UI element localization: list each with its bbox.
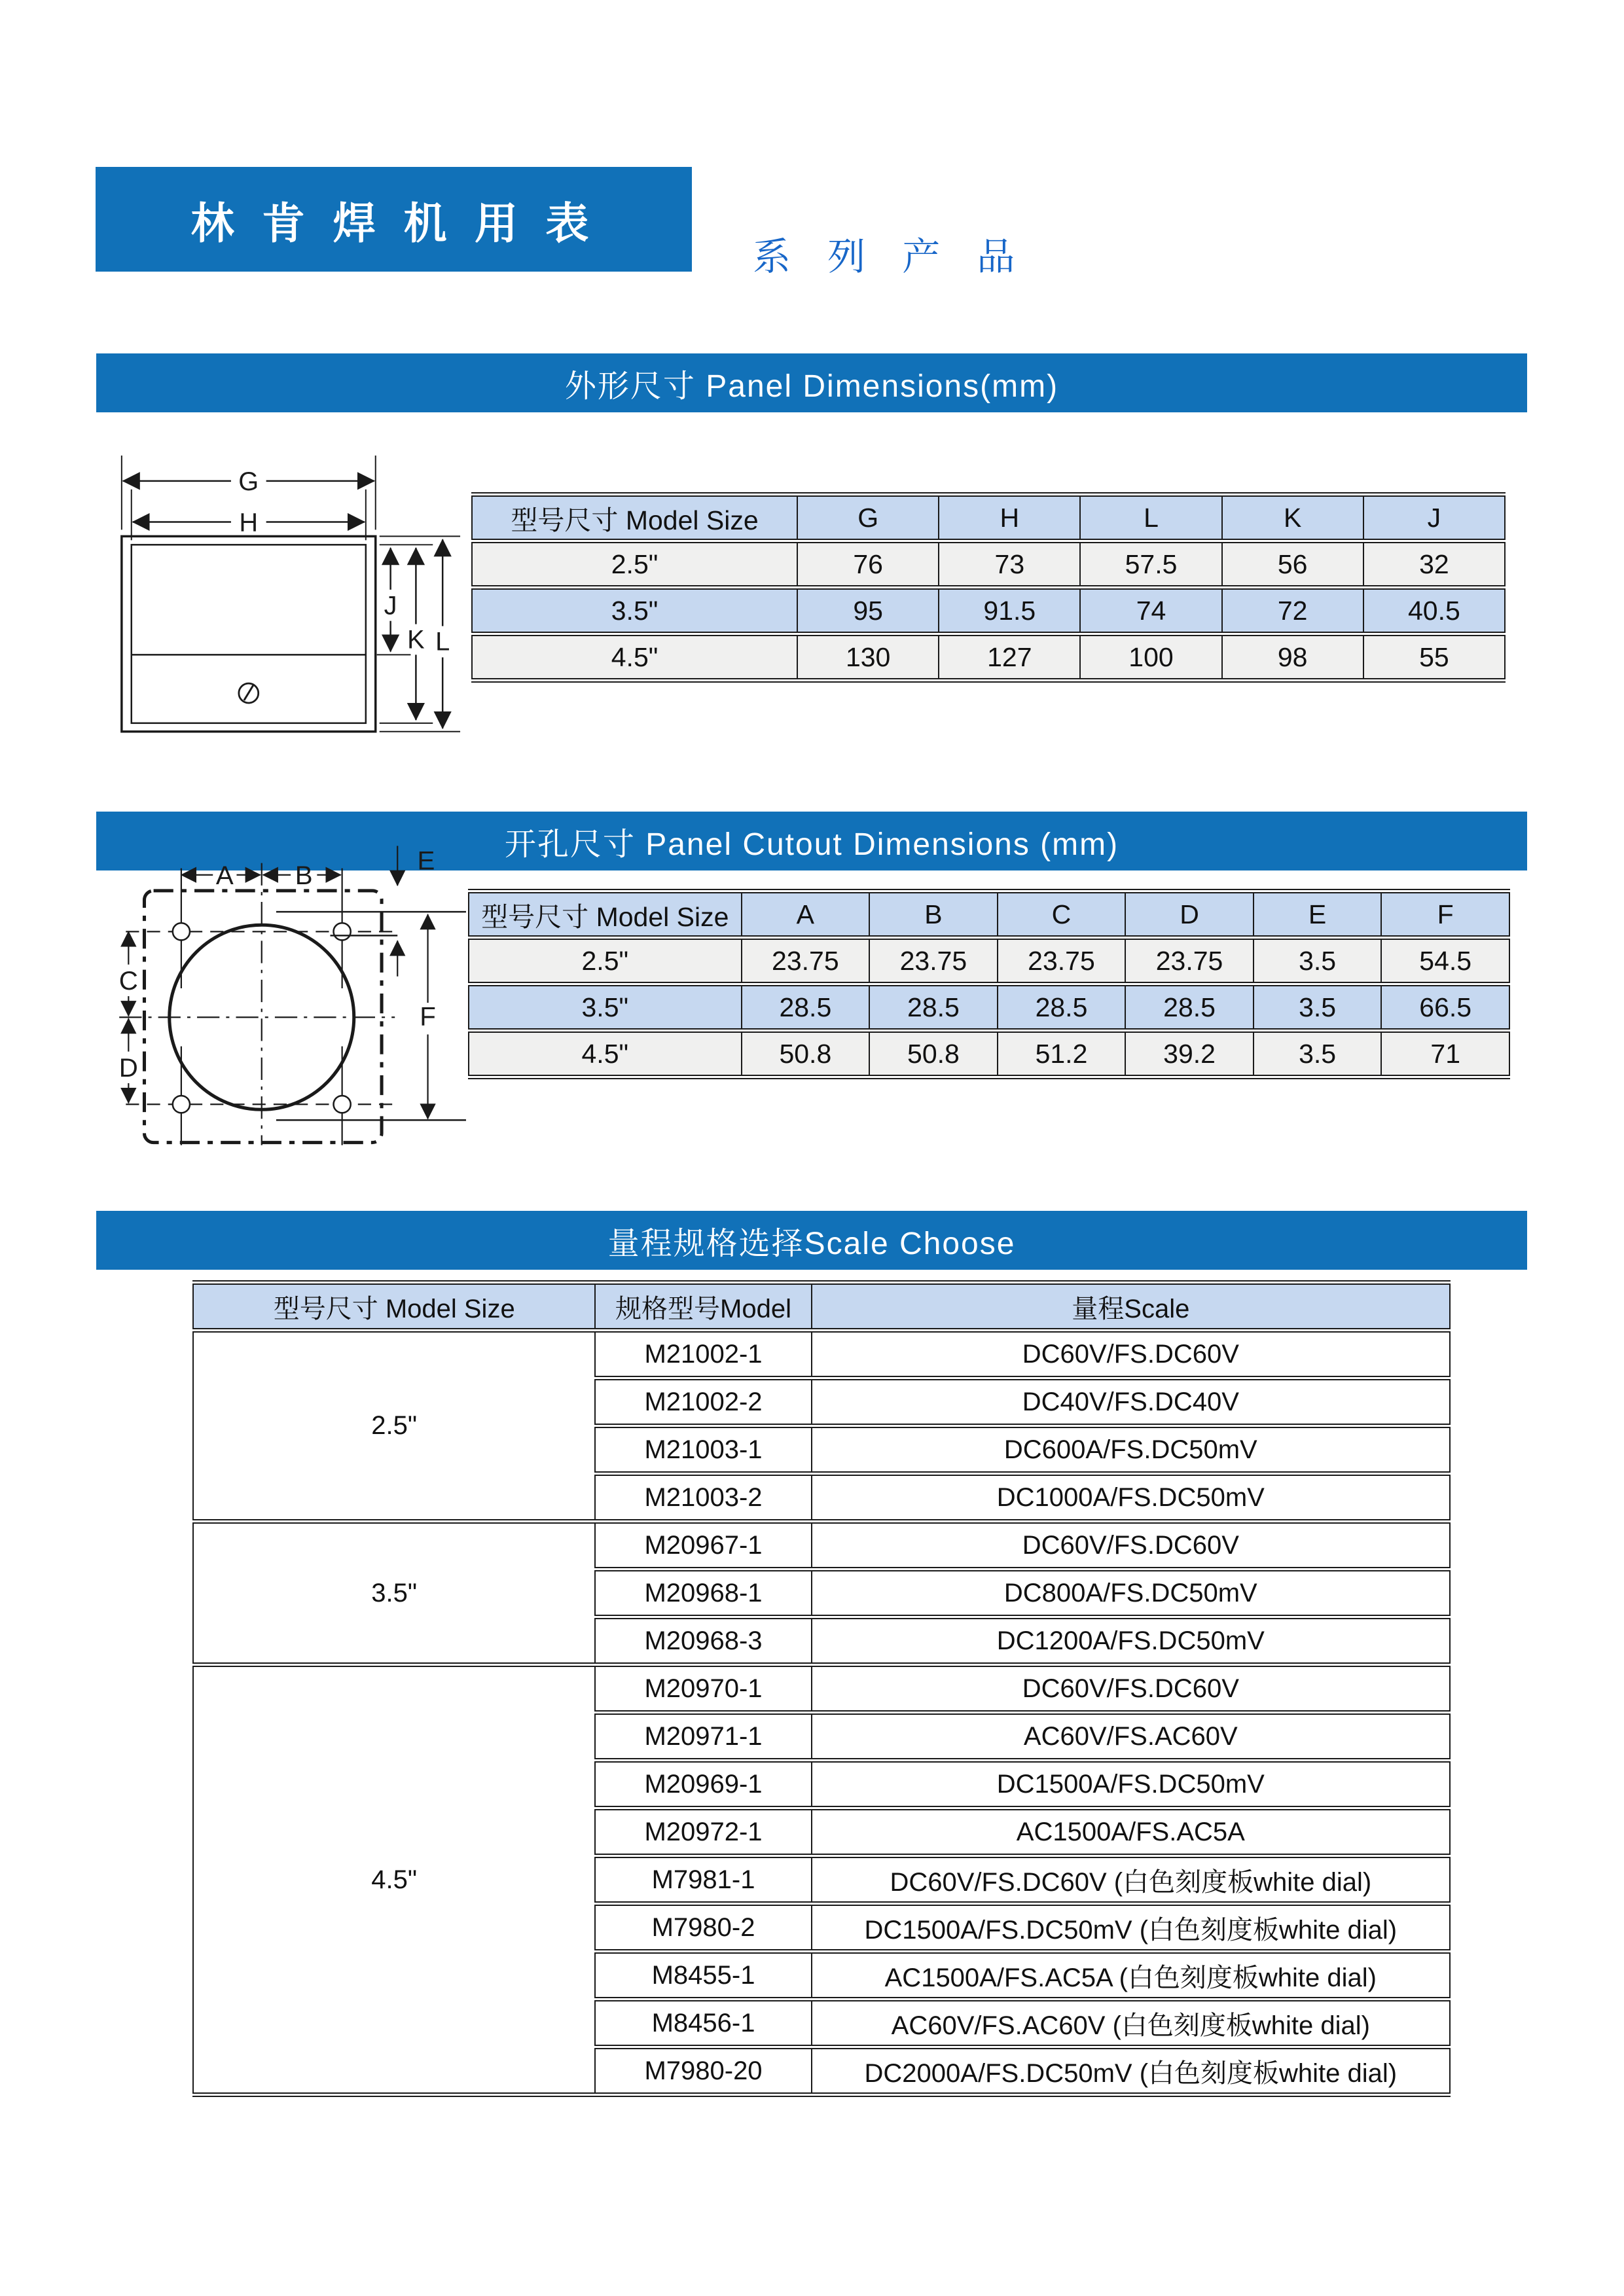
column-header: B <box>869 891 998 938</box>
model-number-cell: M8455-1 <box>595 1952 811 2000</box>
table-row <box>469 1031 1509 1077</box>
dimension-value-cell: 57.5 <box>1080 541 1221 588</box>
header-row <box>193 1283 1450 1331</box>
scale-range-cell: DC2000A/FS.DC50mV (白色刻度板white dial) <box>812 2047 1450 2095</box>
dim-label-K: K <box>407 625 425 655</box>
model-size-cell: 2.5" <box>472 541 797 588</box>
section-banner-panel-dimensions: 外形尺寸 Panel Dimensions(mm) <box>96 353 1527 412</box>
column-header: L <box>1080 495 1221 541</box>
dim-label-C: C <box>118 965 138 996</box>
header-row <box>469 891 1509 938</box>
dimension-value-cell: 100 <box>1080 634 1221 681</box>
dimension-table <box>471 492 1506 683</box>
model-size-cell: 4.5" <box>469 1031 742 1077</box>
dimension-value-cell: 32 <box>1363 541 1505 588</box>
dimension-value-cell: 54.5 <box>1381 938 1509 984</box>
scale-table <box>192 1280 1451 2097</box>
dimension-value-cell: 40.5 <box>1363 588 1505 634</box>
model-number-cell: M8456-1 <box>595 2000 811 2047</box>
mount-hole-icon <box>173 1096 190 1113</box>
series-subtitle: 系 列 产 品 <box>753 236 1028 278</box>
scale-range-cell: AC60V/FS.AC60V <box>812 1713 1450 1761</box>
dimension-value-cell: 23.75 <box>869 938 998 984</box>
dimension-value-cell: 28.5 <box>869 984 998 1031</box>
scale-range-cell: DC1500A/FS.DC50mV <box>812 1761 1450 1808</box>
table-row <box>469 984 1509 1031</box>
mount-hole-icon <box>334 923 351 940</box>
dimension-value-cell: 95 <box>797 588 939 634</box>
dimension-value-cell: 50.8 <box>869 1031 998 1077</box>
dimension-value-cell: 23.75 <box>742 938 870 984</box>
section-banner-scale-choose: 量程规格选择Scale Choose <box>96 1211 1527 1270</box>
dim-label-D: D <box>118 1052 138 1083</box>
model-size-cell: 4.5" <box>472 634 797 681</box>
table-row <box>472 634 1505 681</box>
dim-label-L: L <box>435 627 450 656</box>
dimension-value-cell: 39.2 <box>1125 1031 1254 1077</box>
scale-range-cell: DC600A/FS.DC50mV <box>812 1426 1450 1474</box>
column-header: 量程Scale <box>812 1283 1450 1331</box>
scale-range-cell: AC60V/FS.AC60V (白色刻度板white dial) <box>812 2000 1450 2047</box>
scale-range-cell: DC1000A/FS.DC50mV <box>812 1474 1450 1522</box>
column-header: A <box>742 891 870 938</box>
dim-label-G: G <box>238 467 259 496</box>
dimension-value-cell: 3.5 <box>1254 938 1382 984</box>
dimension-value-cell: 74 <box>1080 588 1221 634</box>
scale-choose-table <box>192 1280 1451 2097</box>
page-title: 林 肯 焊 机 用 表 <box>190 198 597 247</box>
model-size-cell: 4.5" <box>193 1665 595 2095</box>
panel-dimensions-diagram <box>103 425 465 738</box>
dimension-value-cell: 71 <box>1381 1031 1509 1077</box>
dimension-value-cell: 73 <box>939 541 1080 588</box>
dimension-value-cell: 56 <box>1222 541 1363 588</box>
dim-label-B: B <box>295 860 313 890</box>
dimension-value-cell: 28.5 <box>998 984 1126 1031</box>
column-header: E <box>1254 891 1382 938</box>
section-banner-cutout-dimensions: 开孔尺寸 Panel Cutout Dimensions (mm) <box>96 812 1527 870</box>
dim-label-J: J <box>384 591 397 620</box>
dimension-value-cell: 3.5 <box>1254 1031 1382 1077</box>
meter-inner-frame <box>132 545 366 723</box>
mount-hole-icon <box>334 1096 351 1113</box>
dim-label-H: H <box>239 508 259 537</box>
scale-range-cell: DC1500A/FS.DC50mV (白色刻度板white dial) <box>812 1904 1450 1952</box>
model-number-cell: M20969-1 <box>595 1761 811 1808</box>
model-number-cell: M20970-1 <box>595 1665 811 1713</box>
scale-range-cell: DC60V/FS.DC60V (白色刻度板white dial) <box>812 1856 1450 1904</box>
column-header: 型号尺寸 Model Size <box>472 495 797 541</box>
header-row <box>472 495 1505 541</box>
column-header: D <box>1125 891 1254 938</box>
scale-range-cell: DC60V/FS.DC60V <box>812 1331 1450 1378</box>
scale-range-cell: DC60V/FS.DC60V <box>812 1522 1450 1570</box>
model-number-cell: M20972-1 <box>595 1808 811 1856</box>
dimension-value-cell: 50.8 <box>742 1031 870 1077</box>
dimension-value-cell: 76 <box>797 541 939 588</box>
model-number-cell: M21002-1 <box>595 1331 811 1378</box>
dimension-value-cell: 55 <box>1363 634 1505 681</box>
model-number-cell: M20967-1 <box>595 1522 811 1570</box>
dimension-value-cell: 3.5 <box>1254 984 1382 1031</box>
dimension-value-cell: 91.5 <box>939 588 1080 634</box>
model-size-cell: 3.5" <box>469 984 742 1031</box>
model-number-cell: M7980-2 <box>595 1904 811 1952</box>
panel-dimensions-table <box>471 492 1506 683</box>
model-number-cell: M7981-1 <box>595 1856 811 1904</box>
dim-label-A: A <box>215 860 234 890</box>
dimension-table <box>468 889 1510 1079</box>
model-number-cell: M20971-1 <box>595 1713 811 1761</box>
scale-range-cell: AC1500A/FS.AC5A <box>812 1808 1450 1856</box>
dimension-value-cell: 51.2 <box>998 1031 1126 1077</box>
column-header: 型号尺寸 Model Size <box>469 891 742 938</box>
model-number-cell: M7980-20 <box>595 2047 811 2095</box>
column-header: C <box>998 891 1126 938</box>
scale-range-cell: DC60V/FS.DC60V <box>812 1665 1450 1713</box>
model-number-cell: M21003-2 <box>595 1474 811 1522</box>
dimension-value-cell: 127 <box>939 634 1080 681</box>
dim-label-E: E <box>417 846 435 876</box>
dimension-value-cell: 23.75 <box>998 938 1126 984</box>
dimension-value-cell: 98 <box>1222 634 1363 681</box>
mount-hole-icon <box>173 923 190 940</box>
scale-row <box>193 1522 1450 1570</box>
panel-cutout-diagram <box>99 838 469 1148</box>
scale-row <box>193 1331 1450 1378</box>
model-size-cell: 2.5" <box>193 1331 595 1522</box>
column-header: 规格型号Model <box>595 1283 811 1331</box>
column-header: 型号尺寸 Model Size <box>193 1283 595 1331</box>
column-header: H <box>939 495 1080 541</box>
dimension-value-cell: 28.5 <box>742 984 870 1031</box>
dimension-value-cell: 72 <box>1222 588 1363 634</box>
dimension-value-cell: 130 <box>797 634 939 681</box>
dim-label-F: F <box>420 1001 436 1031</box>
dimension-value-cell: 23.75 <box>1125 938 1254 984</box>
table-row <box>469 938 1509 984</box>
model-number-cell: M20968-1 <box>595 1570 811 1617</box>
brand-title-banner <box>96 167 692 272</box>
column-header: J <box>1363 495 1505 541</box>
column-header: K <box>1222 495 1363 541</box>
scale-range-cell: DC800A/FS.DC50mV <box>812 1570 1450 1617</box>
dimension-value-cell: 28.5 <box>1125 984 1254 1031</box>
table-row <box>472 588 1505 634</box>
scale-range-cell: DC40V/FS.DC40V <box>812 1378 1450 1426</box>
model-size-cell: 3.5" <box>472 588 797 634</box>
model-number-cell: M20968-3 <box>595 1617 811 1665</box>
model-size-cell: 2.5" <box>469 938 742 984</box>
scale-range-cell: DC1200A/FS.DC50mV <box>812 1617 1450 1665</box>
scale-row <box>193 1665 1450 1713</box>
model-number-cell: M21003-1 <box>595 1426 811 1474</box>
model-size-cell: 3.5" <box>193 1522 595 1665</box>
column-header: F <box>1381 891 1509 938</box>
dimension-value-cell: 66.5 <box>1381 984 1509 1031</box>
column-header: G <box>797 495 939 541</box>
cutout-dimensions-table <box>468 889 1510 1079</box>
scale-range-cell: AC1500A/FS.AC5A (白色刻度板white dial) <box>812 1952 1450 2000</box>
model-number-cell: M21002-2 <box>595 1378 811 1426</box>
table-row <box>472 541 1505 588</box>
